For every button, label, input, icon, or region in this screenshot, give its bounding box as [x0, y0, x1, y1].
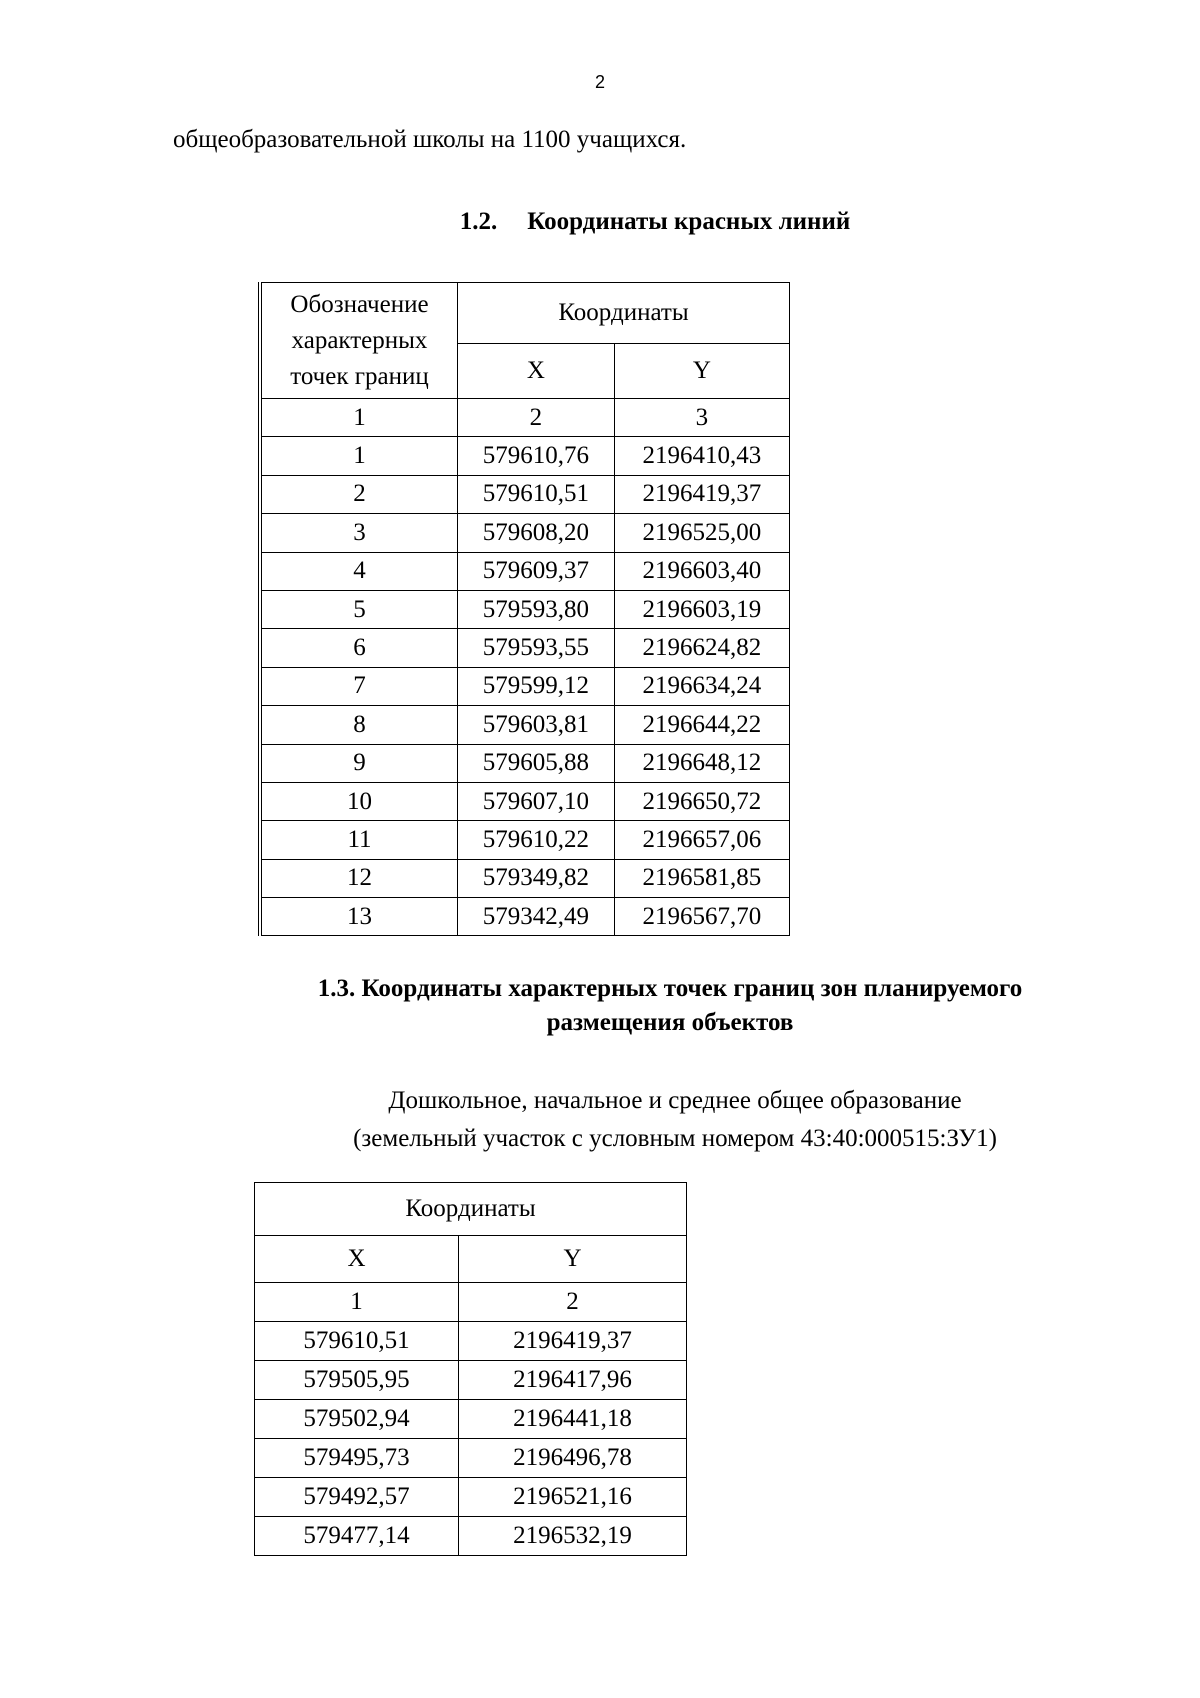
table-row	[260, 898, 790, 936]
table-row	[255, 1322, 687, 1361]
y-coordinate-cell: 2196419,37	[614, 475, 789, 513]
table-row	[260, 706, 790, 744]
section-heading-1-2	[0, 208, 1200, 236]
y-coordinate-cell: 2196496,78	[459, 1439, 687, 1478]
column-number: 2	[459, 1283, 687, 1322]
header-designation: Обозначение характерных точек границ	[260, 283, 458, 399]
column-number: 2	[458, 399, 615, 437]
x-coordinate-cell: 579502,94	[255, 1400, 459, 1439]
y-coordinate-cell: 2196532,19	[459, 1517, 687, 1556]
x-coordinate-cell: 579593,80	[458, 590, 615, 628]
point-number-cell: 1	[260, 437, 458, 475]
header-y: Y	[459, 1236, 687, 1283]
x-coordinate-cell: 579505,95	[255, 1361, 459, 1400]
table-row	[255, 1517, 687, 1556]
x-coordinate-cell: 579349,82	[458, 859, 615, 897]
column-number: 1	[255, 1283, 459, 1322]
header-y: Y	[614, 344, 789, 399]
zone-coordinates-table	[254, 1182, 687, 1556]
table-row	[260, 782, 790, 820]
table-row	[260, 514, 790, 552]
header-x: X	[458, 344, 615, 399]
x-coordinate-cell: 579610,51	[458, 475, 615, 513]
table-row	[260, 437, 790, 475]
y-coordinate-cell: 2196603,19	[614, 590, 789, 628]
y-coordinate-cell: 2196419,37	[459, 1322, 687, 1361]
point-number-cell: 9	[260, 744, 458, 782]
point-number-cell: 2	[260, 475, 458, 513]
table-row	[260, 629, 790, 667]
table-row	[260, 667, 790, 705]
x-coordinate-cell: 579608,20	[458, 514, 615, 552]
zone-subtitle-line1: Дошкольное, начальное и среднее общее образование	[388, 1087, 962, 1114]
x-coordinate-cell: 579603,81	[458, 706, 615, 744]
table-row	[255, 1361, 687, 1400]
x-coordinate-cell: 579609,37	[458, 552, 615, 590]
y-coordinate-cell: 2196567,70	[614, 898, 789, 936]
y-coordinate-cell: 2196624,82	[614, 629, 789, 667]
table-row	[260, 590, 790, 628]
x-coordinate-cell: 579593,55	[458, 629, 615, 667]
column-number: 3	[614, 399, 789, 437]
section-number: 1.2.	[459, 208, 498, 235]
y-coordinate-cell: 2196525,00	[614, 514, 789, 552]
y-coordinate-cell: 2196410,43	[614, 437, 789, 475]
x-coordinate-cell: 579495,73	[255, 1439, 459, 1478]
y-coordinate-cell: 2196648,12	[614, 744, 789, 782]
y-coordinate-cell: 2196644,22	[614, 706, 789, 744]
page-number: 2	[594, 72, 605, 92]
point-number-cell: 12	[260, 859, 458, 897]
zone-subtitle	[290, 1082, 1060, 1158]
header-x: X	[255, 1236, 459, 1283]
y-coordinate-cell: 2196657,06	[614, 821, 789, 859]
table-row	[260, 821, 790, 859]
table-row	[255, 1478, 687, 1517]
y-coordinate-cell: 2196650,72	[614, 782, 789, 820]
x-coordinate-cell: 579599,12	[458, 667, 615, 705]
x-coordinate-cell: 579610,51	[255, 1322, 459, 1361]
header-coordinates: Координаты	[458, 283, 790, 344]
x-coordinate-cell: 579605,88	[458, 744, 615, 782]
table-row	[255, 1439, 687, 1478]
point-number-cell: 13	[260, 898, 458, 936]
point-number-cell: 10	[260, 782, 458, 820]
section-title-line1: 1.3. Координаты характерных точек границ зон планируемого	[317, 975, 1023, 1002]
point-number-cell: 4	[260, 552, 458, 590]
x-coordinate-cell: 579607,10	[458, 782, 615, 820]
y-coordinate-cell: 2196441,18	[459, 1400, 687, 1439]
y-coordinate-cell: 2196581,85	[614, 859, 789, 897]
y-coordinate-cell: 2196521,16	[459, 1478, 687, 1517]
column-number-row	[260, 399, 790, 437]
point-number-cell: 3	[260, 514, 458, 552]
point-number-cell: 8	[260, 706, 458, 744]
header-coordinates: Координаты	[255, 1183, 687, 1236]
x-coordinate-cell: 579610,76	[458, 437, 615, 475]
zone-subtitle-line2: (земельный участок с условным номером 43:40:000515:ЗУ1)	[353, 1125, 997, 1152]
x-coordinate-cell: 579342,49	[458, 898, 615, 936]
x-coordinate-cell: 579492,57	[255, 1478, 459, 1517]
red-lines-table	[258, 282, 790, 936]
point-number-cell: 7	[260, 667, 458, 705]
section-title: Координаты красных линий	[527, 208, 851, 235]
y-coordinate-cell: 2196603,40	[614, 552, 789, 590]
table-row	[260, 859, 790, 897]
x-coordinate-cell: 579610,22	[458, 821, 615, 859]
section-heading-1-3	[250, 972, 1090, 1040]
point-number-cell: 11	[260, 821, 458, 859]
table-row	[260, 475, 790, 513]
y-coordinate-cell: 2196634,24	[614, 667, 789, 705]
lead-text: общеобразовательной школы на 1100 учащихся.	[173, 126, 687, 153]
section-title-line2: размещения объектов	[546, 1009, 794, 1036]
point-number-cell: 5	[260, 590, 458, 628]
column-number: 1	[260, 399, 458, 437]
y-coordinate-cell: 2196417,96	[459, 1361, 687, 1400]
column-number-row	[255, 1283, 687, 1322]
point-number-cell: 6	[260, 629, 458, 667]
table-row	[255, 1400, 687, 1439]
x-coordinate-cell: 579477,14	[255, 1517, 459, 1556]
table-row	[260, 552, 790, 590]
table-row	[260, 744, 790, 782]
